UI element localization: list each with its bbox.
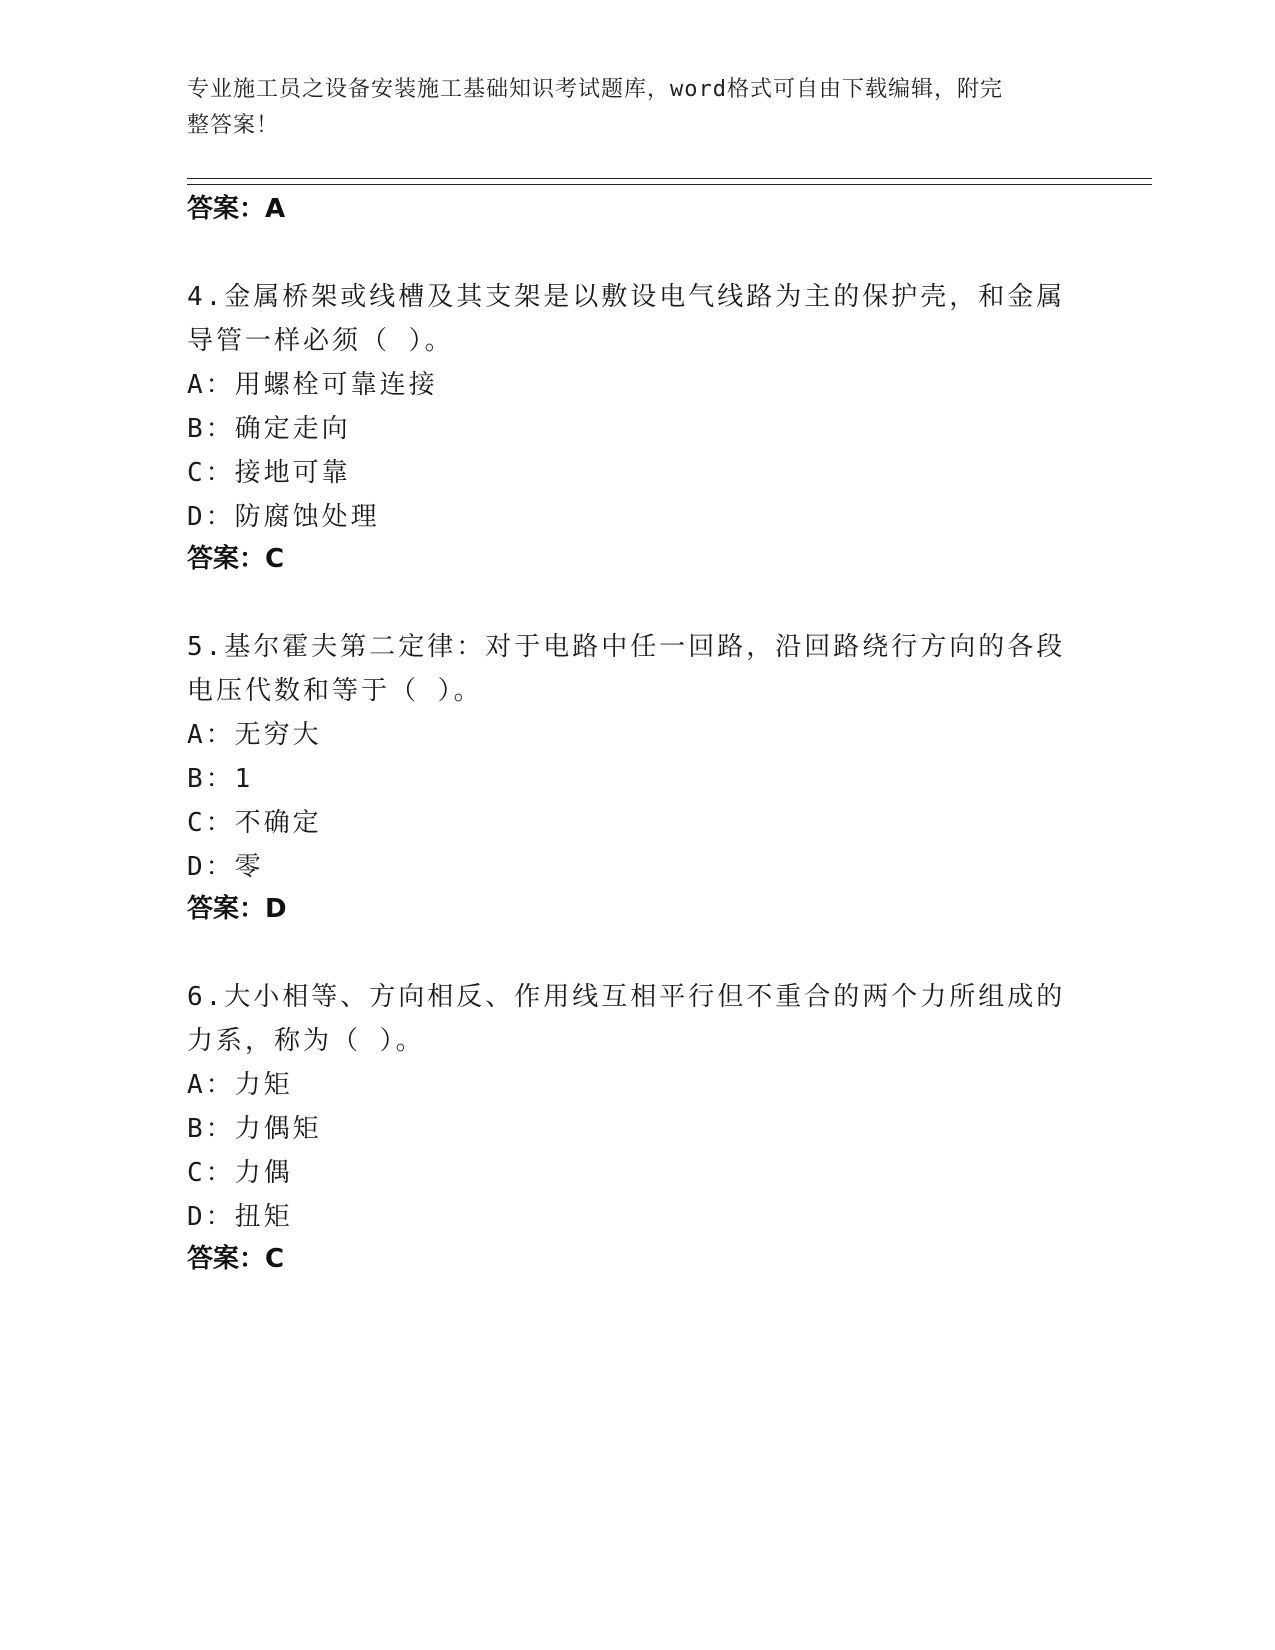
question-4-option-d: D：防腐蚀处理	[187, 502, 380, 532]
header-divider-bottom	[187, 184, 1152, 185]
header-divider-top	[187, 178, 1152, 179]
question-6-stem-line-1: 6.大小相等、方向相反、作用线互相平行但不重合的两个力所组成的	[187, 982, 1066, 1012]
question-4-stem-line-2: 导管一样必须（ ）。	[187, 326, 454, 356]
question-4-option-b: B：确定走向	[187, 414, 351, 444]
question-5-answer: 答案：D	[187, 894, 287, 924]
question-4-answer: 答案：C	[187, 544, 285, 574]
question-5-stem-line-1: 5.基尔霍夫第二定律：对于电路中任一回路，沿回路绕行方向的各段	[187, 632, 1066, 662]
previous-answer: 答案：A	[187, 194, 286, 224]
document-header	[187, 72, 1067, 144]
question-6-option-b: B：力偶矩	[187, 1114, 322, 1144]
question-4-option-c: C：接地可靠	[187, 458, 351, 488]
question-6-option-d: D：扭矩	[187, 1202, 293, 1232]
question-6-answer: 答案：C	[187, 1244, 285, 1274]
question-5-option-b: B：1	[187, 764, 254, 794]
question-5-option-a: A：无穷大	[187, 720, 322, 750]
header-line-1: 专业施工员之设备安装施工基础知识考试题库，word格式可自由下载编辑，附完	[187, 77, 1003, 102]
question-5-stem-line-2: 电压代数和等于（ ）。	[187, 676, 483, 706]
question-6-stem-line-2: 力系，称为（ ）。	[187, 1026, 425, 1056]
question-4-stem-line-1: 4.金属桥架或线槽及其支架是以敷设电气线路为主的保护壳，和金属	[187, 282, 1066, 312]
question-5-option-d: D：零	[187, 852, 264, 882]
header-line-2: 整答案！	[187, 113, 280, 138]
question-4-option-a: A：用螺栓可靠连接	[187, 370, 438, 400]
question-6-option-c: C：力偶	[187, 1158, 293, 1188]
question-6-option-a: A：力矩	[187, 1070, 293, 1100]
question-5-option-c: C：不确定	[187, 808, 322, 838]
